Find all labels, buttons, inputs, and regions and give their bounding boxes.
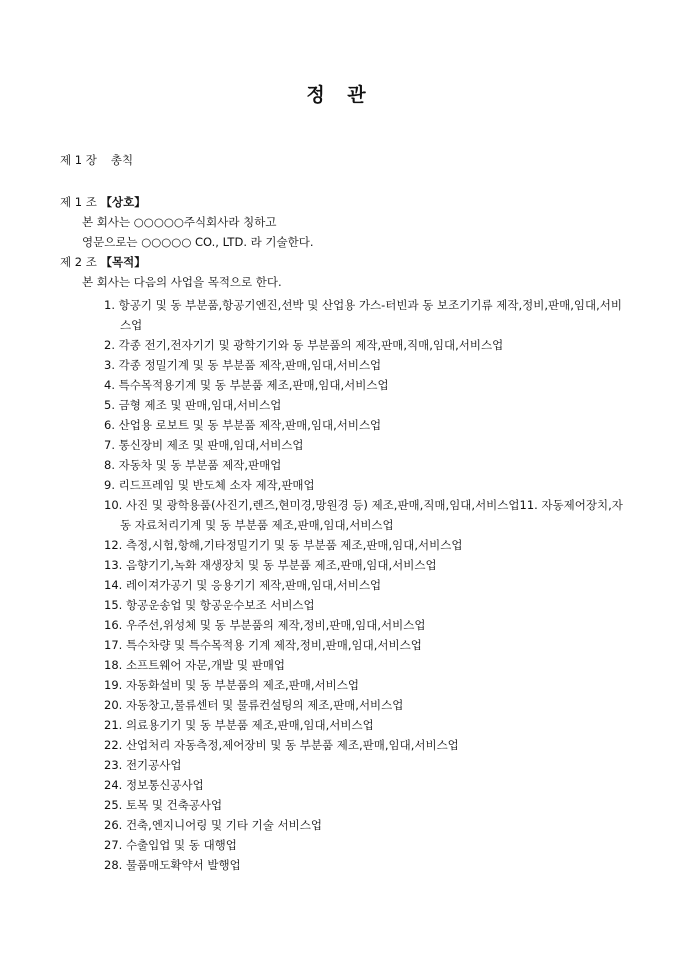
list-item: 22. 산업처리 자동측정,제어장비 및 동 부분품 제조,판매,임대,서비스업 (104, 738, 459, 752)
article-1-line-2: 영문으로는 ○○○○○ CO., LTD. 라 기술한다. (82, 235, 314, 249)
list-item: 16. 우주선,위성체 및 동 부분품의 제작,정비,판매,임대,서비스업 (104, 618, 426, 632)
list-item: 21. 의료용기기 및 동 부분품 제조,판매,임대,서비스업 (104, 718, 374, 732)
list-item: 23. 전기공사업 (104, 758, 182, 772)
list-item: 2. 각종 전기,전자기기 및 광학기기와 동 부분품의 제작,판매,직매,임대,서비스업 (104, 338, 504, 352)
list-item: 19. 자동화설비 및 동 부분품의 제조,판매,서비스업 (104, 678, 359, 692)
list-item: 1. 항공기 및 동 부분품,항공기엔진,선박 및 산업용 가스-터빈과 동 보조기기류 제작,정비,판매,임대,서비스업 (104, 298, 622, 332)
list-item: 12. 측정,시험,항해,기타정밀기기 및 동 부분품 제조,판매,임대,서비스업 (104, 538, 463, 552)
article-1-title: 【상호】 (100, 195, 146, 209)
list-item: 4. 특수목적용기계 및 동 부분품 제조,판매,임대,서비스업 (104, 378, 389, 392)
article-1-number: 제 1 조 (60, 195, 97, 209)
list-item: 18. 소프트웨어 자문,개발 및 판매업 (104, 658, 285, 672)
list-item: 15. 항공운송업 및 항공운수보조 서비스업 (104, 598, 315, 612)
list-item: 9. 리드프레임 및 반도체 소자 제작,판매업 (104, 478, 315, 492)
list-item: 3. 각종 정밀기계 및 동 부분품 제작,판매,임대,서비스업 (104, 358, 382, 372)
business-purpose-list (104, 295, 624, 875)
list-item: 6. 산업용 로보트 및 동 부분품 제작,판매,임대,서비스업 (104, 418, 382, 432)
list-item: 7. 통신장비 제조 및 판매,임대,서비스업 (104, 438, 304, 452)
list-item: 8. 자동차 및 동 부분품 제작,판매업 (104, 458, 282, 472)
article-1-line-1: 본 회사는 ○○○○○주식회사라 칭하고 (82, 215, 277, 229)
article-2-title: 【목적】 (100, 255, 146, 269)
article-1-heading (60, 195, 146, 210)
list-item: 28. 물품매도확약서 발행업 (104, 858, 241, 872)
list-item: 14. 레이져가공기 및 응용기기 제작,판매,임대,서비스업 (104, 578, 382, 592)
list-item: 27. 수출입업 및 동 대행업 (104, 838, 237, 852)
list-item: 17. 특수차량 및 특수목적용 기계 제작,정비,판매,임대,서비스업 (104, 638, 422, 652)
article-2-heading (60, 255, 146, 270)
list-item: 13. 음향기기,녹화 재생장치 및 동 부분품 제조,판매,임대,서비스업 (104, 558, 437, 572)
chapter-name: 총칙 (110, 153, 134, 167)
list-item: 5. 금형 제조 및 판매,임대,서비스업 (104, 398, 282, 412)
document-title: 정 관 (306, 84, 374, 106)
list-item: 24. 정보통신공사업 (104, 778, 204, 792)
chapter-number: 제 1 장 (60, 153, 97, 167)
chapter-heading (60, 153, 133, 168)
list-item: 25. 토목 및 건축공사업 (104, 798, 223, 812)
list-item: 10. 사진 및 광학용품(사진기,렌즈,현미경,망원경 등) 제조,판매,직매,임대,서비스업11. 자동제어장치,자동 자료처리기계 및 동 부분품 제조,판매,임대,서비스업 (104, 498, 623, 532)
article-2-intro: 본 회사는 다음의 사업을 목적으로 한다. (82, 275, 282, 289)
list-item: 26. 건축,엔지니어링 및 기타 기술 서비스업 (104, 818, 322, 832)
article-2-number: 제 2 조 (60, 255, 97, 269)
list-item: 20. 자동창고,물류센터 및 물류컨설팅의 제조,판매,서비스업 (104, 698, 404, 712)
